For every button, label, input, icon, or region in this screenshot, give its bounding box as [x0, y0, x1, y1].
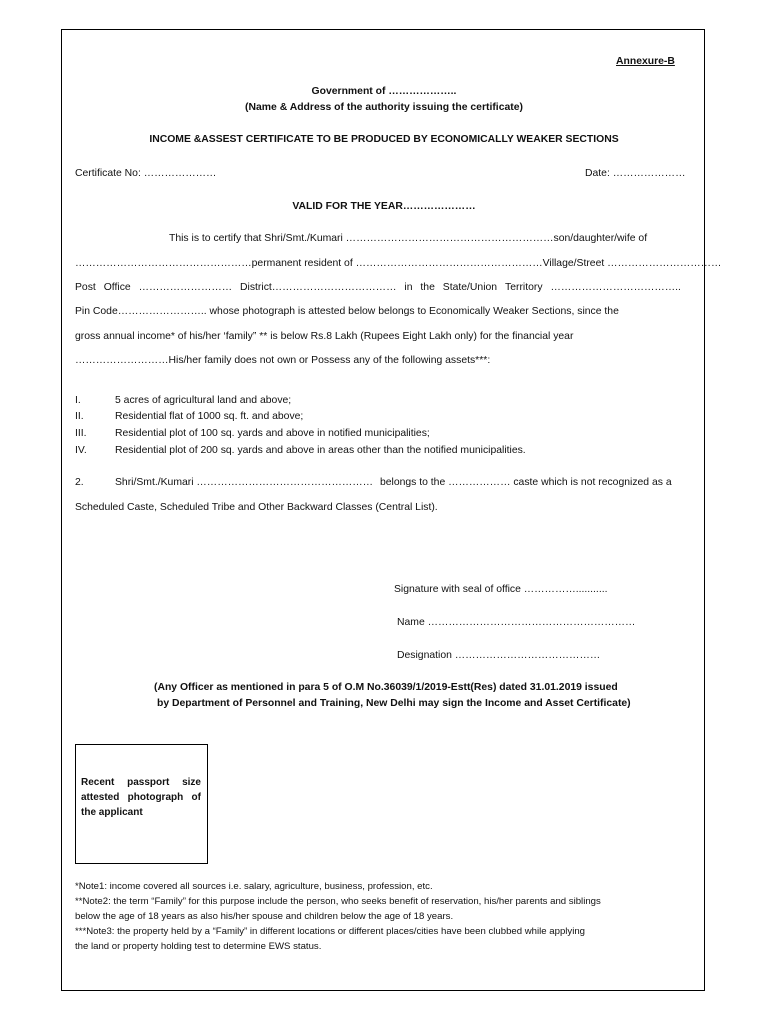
certificate-page [61, 29, 722, 991]
designation-line: Designation …………………………………… [397, 650, 601, 661]
asset-number: IV. [75, 445, 87, 456]
asset-text: Residential flat of 1000 sq. ft. and above; [115, 411, 304, 422]
officer-note-line-1: (Any Officer as mentioned in para 5 of O.M No.36039/1/2019-Estt(Res) dated 31.01.2019 issued [154, 682, 618, 693]
body-line-6: ………………………His/her family does not own or Possess any of the following assets***: [75, 355, 491, 366]
authority-line: (Name & Address of the authority issuing the certificate) [245, 102, 523, 113]
asset-item [75, 410, 303, 423]
body-line-3-word: Territory [505, 282, 543, 293]
asset-number: II. [75, 411, 84, 422]
body-line-3 [75, 281, 681, 294]
body-line-3-word: ……………………………….. [550, 282, 681, 293]
body-line-2-part: …………………………………………… [75, 258, 252, 269]
body-line-4: Pin Code…………………….. whose photograph is attested below belongs to Economically Weaker Sections, since the [75, 306, 619, 317]
para2-name-blank: Shri/Smt./Kumari …………………………………………… [115, 477, 374, 488]
body-line-3-word: Office [103, 282, 131, 293]
asset-number: III. [75, 428, 87, 439]
name-line: Name …………………………………………………… [397, 617, 636, 628]
body-line-3-word: ……………………… [138, 282, 233, 293]
asset-text: Residential plot of 100 sq. yards and above in notified municipalities; [115, 428, 430, 439]
asset-text: Residential plot of 200 sq. yards and above in areas other than the notified municipalities. [115, 445, 526, 456]
para2-caste-text: belongs to the ……………… caste which is not recognized as a [379, 477, 672, 488]
photo-box-label: Recent passport size attested photograph of the applicant [81, 777, 201, 818]
certificate-number: Certificate No: ………………… [75, 168, 217, 179]
body-line-3-word: State/Union [442, 282, 498, 293]
body-line-2-part: Village/Street …………………………… [542, 258, 722, 269]
asset-item [75, 444, 526, 457]
annexure-label: Annexure-B [616, 56, 675, 67]
body-line-3-word: District……………………………… [240, 282, 397, 293]
certificate-title: INCOME &ASSEST CERTIFICATE TO BE PRODUCED BY ECONOMICALLY WEAKER SECTIONS [149, 134, 619, 145]
body-line-2 [75, 257, 722, 270]
body-line-5: gross annual income* of his/her ‘family” ** is below Rs.8 Lakh (Rupees Eight Lakh only) for the financial year [75, 331, 574, 342]
asset-item [75, 394, 291, 407]
para2-line-1 [75, 476, 672, 489]
officer-note-line-2: by Department of Personnel and Training, New Delhi may sign the Income and Asset Certificate) [157, 698, 631, 709]
valid-for-year: VALID FOR THE YEAR………………… [292, 201, 476, 212]
asset-number: I. [75, 395, 81, 406]
asset-item [75, 427, 430, 440]
note-line: the land or property holding test to determine EWS status. [75, 941, 322, 952]
note-line: below the age of 18 years as also his/her spouse and children below the age of 18 years. [75, 911, 454, 922]
note-line: **Note2: the term “Family” for this purpose include the person, who seeks benefit of reservation, his/her parents and siblings [75, 896, 601, 907]
para2-line-2: Scheduled Caste, Scheduled Tribe and Other Backward Classes (Central List). [75, 502, 438, 513]
certificate-date: Date: ………………… [585, 168, 686, 179]
asset-text: 5 acres of agricultural land and above; [115, 395, 292, 406]
body-line-1: This is to certify that Shri/Smt./Kumari ……………………………………………………son/daughter/wife of [169, 233, 648, 244]
note-line: ***Note3: the property held by a “Family” in different locations or different places/cities have been clubbed while applying [75, 926, 586, 937]
photo-box [75, 744, 208, 864]
para2-number: 2. [75, 477, 84, 488]
body-line-3-word: Post [75, 282, 96, 293]
body-line-3-word: the [420, 282, 435, 293]
body-line-3-word: in [404, 282, 413, 293]
signature-line: Signature with seal of office ……………........... [394, 584, 608, 595]
body-line-2-part: permanent resident of ……………………………………………… [251, 258, 543, 269]
note-line: *Note1: income covered all sources i.e. salary, agriculture, business, profession, etc. [75, 881, 433, 892]
government-line: Government of ……………….. [311, 86, 457, 97]
